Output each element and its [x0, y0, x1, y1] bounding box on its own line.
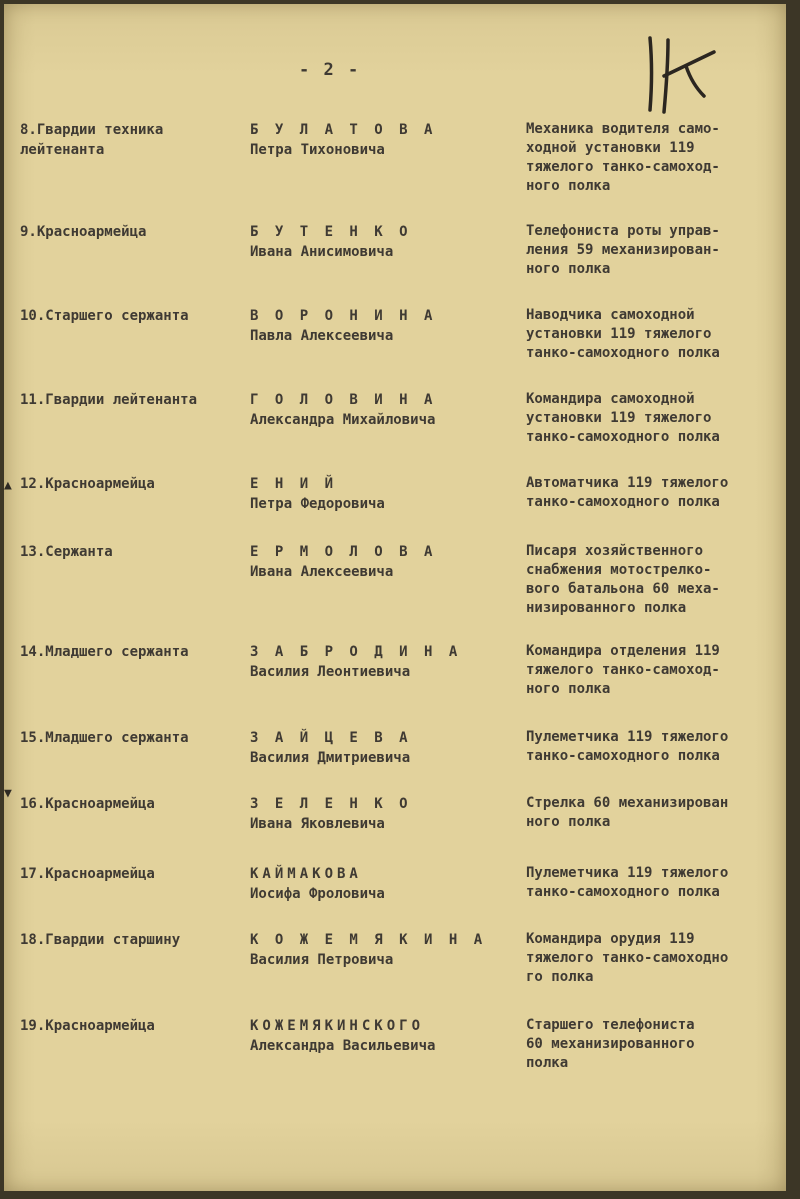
- entry-given-name: Павла Алексеевича: [250, 328, 394, 344]
- entry-surname: В О Р О Н И Н А: [250, 308, 437, 324]
- entry-surname: КОЖЕМЯКИНСКОГО: [250, 1018, 425, 1034]
- entry-name: [250, 1016, 530, 1056]
- entry-position: Механика водителя само- ходной установки 119 тяжелого танко-самоход- ного полка: [526, 121, 720, 194]
- entry-position: Стрелка 60 механизирован ного полка: [526, 795, 729, 830]
- entry-position: Телефониста роты управ- ления 59 механизирован- ного полка: [526, 223, 720, 277]
- entry-given-name: Петра Тихоновича: [250, 142, 385, 158]
- entry-position: Автоматчика 119 тяжелого танко-самоходного полка: [526, 475, 729, 510]
- entry-surname: З А Б Р О Д И Н А: [250, 644, 462, 660]
- entry-rank: 9.Красноармейца: [20, 224, 147, 240]
- entry-given-name: Ивана Яковлевича: [250, 816, 385, 832]
- entry-name: [250, 728, 530, 768]
- entry-rank: 18.Гвардии старшину: [20, 932, 181, 948]
- entry-surname: Е Р М О Л О В А: [250, 544, 437, 560]
- entry-surname: З А Й Ц Е В А: [250, 730, 412, 746]
- document-page: [4, 4, 786, 1191]
- entry-position: Пулеметчика 119 тяжелого танко-самоходного полка: [526, 865, 729, 900]
- page-number: - 2 -: [299, 60, 361, 80]
- entry-given-name: Василия Дмитриевича: [250, 750, 411, 766]
- entry-surname: Е Н И Й: [250, 476, 338, 492]
- entry-rank: 16.Красноармейца: [20, 796, 155, 812]
- entry-name: [250, 794, 530, 834]
- entry-rank: 19.Красноармейца: [20, 1018, 155, 1034]
- entry-name: [250, 222, 530, 262]
- entry-position: Писаря хозяйственного снабжения мотострелко- вого батальона 60 меха- низированного полка: [526, 543, 720, 616]
- entry-given-name: Василия Петровича: [250, 952, 394, 968]
- entry-given-name: Александра Васильевича: [250, 1038, 436, 1054]
- entry-position: Старшего телефониста 60 механизированного полка: [526, 1017, 695, 1071]
- entry-name: [250, 306, 530, 346]
- entry-name: [250, 930, 530, 970]
- entry-position: Командира самоходной установки 119 тяжелого танко-самоходного полка: [526, 391, 720, 445]
- entry-name: [250, 864, 530, 904]
- entry-rank: 14.Младшего сержанта: [20, 644, 189, 660]
- entry-surname: КАЙМАКОВА: [250, 866, 362, 882]
- entry-surname: К О Ж Е М Я К И Н А: [250, 932, 487, 948]
- entry-surname: З Е Л Е Н К О: [250, 796, 412, 812]
- entry-position: Наводчика самоходной установки 119 тяжелого танко-самоходного полка: [526, 307, 720, 361]
- entry-position: Пулеметчика 119 тяжелого танко-самоходного полка: [526, 729, 729, 764]
- entry-name: [250, 642, 530, 682]
- entry-rank: 10.Старшего сержанта: [20, 308, 189, 324]
- handwritten-folio-number: [634, 30, 724, 120]
- entry-rank: 13.Сержанта: [20, 544, 113, 560]
- entry-rank: 11.Гвардии лейтенанта: [20, 392, 198, 408]
- margin-tick-mark: ▼: [4, 786, 12, 801]
- entry-name: [250, 474, 530, 514]
- margin-tick-mark: ▲: [4, 478, 12, 493]
- entry-given-name: Петра Федоровича: [250, 496, 385, 512]
- entry-given-name: Иосифа Фроловича: [250, 886, 385, 902]
- entry-given-name: Александра Михайловича: [250, 412, 436, 428]
- entry-surname: Б У Т Е Н К О: [250, 224, 412, 240]
- entry-position: Командира отделения 119 тяжелого танко-самоход- ного полка: [526, 643, 720, 697]
- entry-rank: 15.Младшего сержанта: [20, 730, 189, 746]
- entry-rank: 8.Гвардии техника лейтенанта: [20, 122, 164, 158]
- entry-name: [250, 542, 530, 582]
- entry-given-name: Василия Леонтиевича: [250, 664, 411, 680]
- entry-rank: 12.Красноармейца: [20, 476, 155, 492]
- entry-given-name: Ивана Анисимовича: [250, 244, 394, 260]
- entry-surname: Б У Л А Т О В А: [250, 122, 437, 138]
- entry-name: [250, 120, 530, 160]
- entry-given-name: Ивана Алексеевича: [250, 564, 394, 580]
- entry-surname: Г О Л О В И Н А: [250, 392, 437, 408]
- entry-name: [250, 390, 530, 430]
- entry-rank: 17.Красноармейца: [20, 866, 155, 882]
- entry-position: Командира орудия 119 тяжелого танко-самоходно го полка: [526, 931, 729, 985]
